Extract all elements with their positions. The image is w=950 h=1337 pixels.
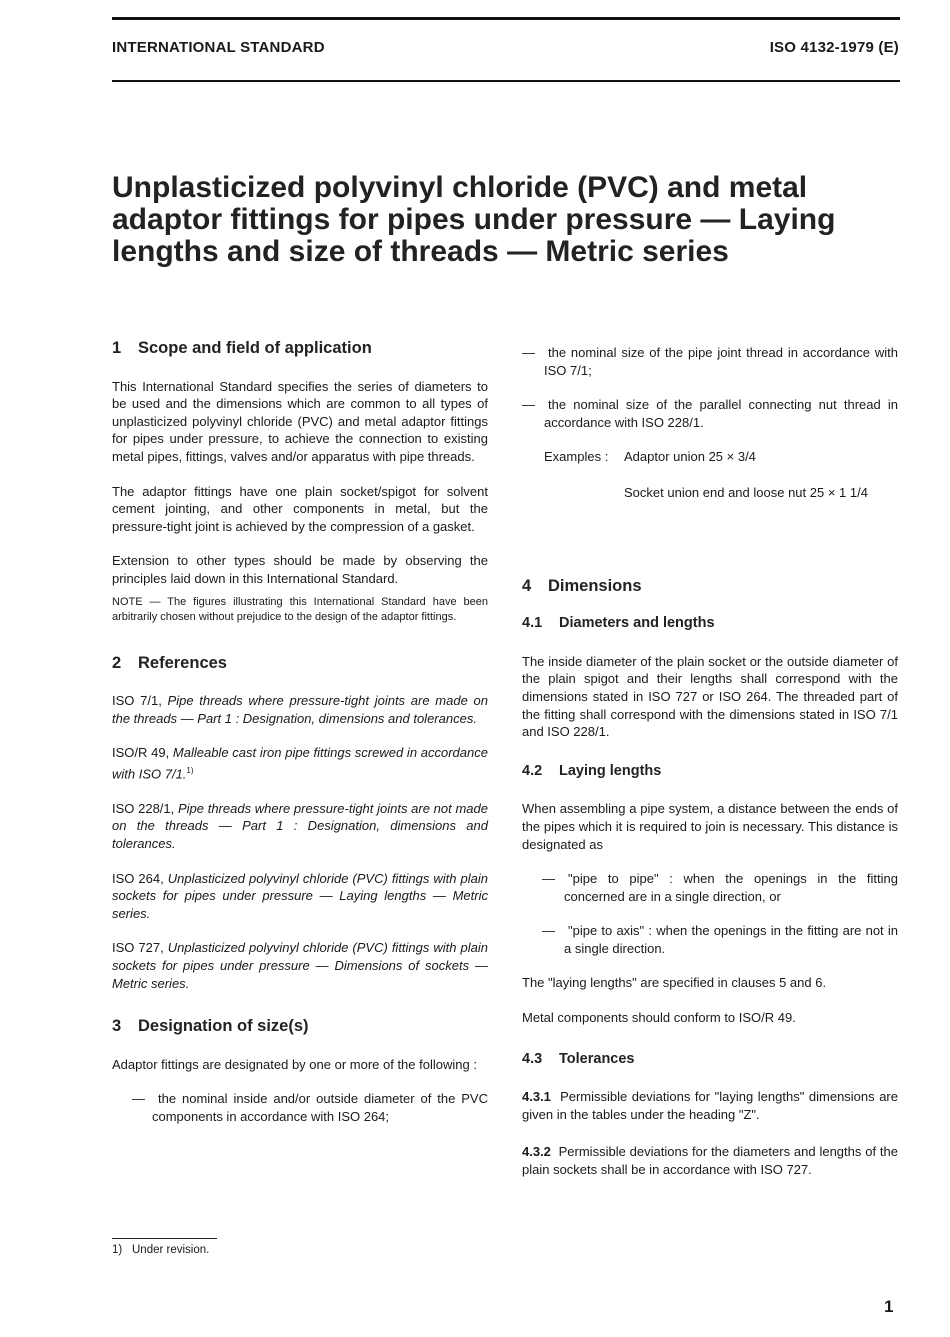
right-column <box>522 344 898 1196</box>
designation-item-text: the nominal size of the pipe joint thread in accordance with ISO 7/1; <box>544 345 898 378</box>
dash-marker: — <box>522 397 535 413</box>
laying-paragraph-3: Metal components should conform to ISO/R 49. <box>522 1010 796 1026</box>
designation-item <box>522 344 898 379</box>
section-1-title: Scope and field of application <box>138 339 372 357</box>
clause-4-3-2-number: 4.3.2 <box>522 1144 551 1160</box>
left-column <box>112 340 488 1143</box>
section-3-heading <box>112 1018 488 1036</box>
section-4-number: 4 <box>522 576 532 595</box>
section-4-1-heading <box>522 615 898 633</box>
section-3-number: 3 <box>112 1017 122 1036</box>
diameters-paragraph: The inside diameter of the plain socket or the outside diameter of the plain spigot and their lengths shall correspond with the dimensions stated in ISO 727 or ISO 264. The threaded part of the fitting shall correspond with the dimensions stated in ISO 7/1 and ISO 228/1. <box>522 653 898 740</box>
examples-label: Examples : <box>544 449 609 465</box>
header-right: ISO 4132-1979 (E) <box>769 39 899 56</box>
laying-paragraph-1: When assembling a pipe system, a distance between the ends of the pipes which it is required to join is necessary. This distance is designated as <box>522 801 898 852</box>
document-title: Unplasticized polyvinyl chloride (PVC) and metal adaptor fittings for pipes under pressure — Laying lengths and size of threads — Metric series <box>112 171 836 268</box>
reference-item <box>112 692 488 727</box>
reference-title: Pipe threads where pressure-tight joints are not made on the threads — Part 1 : Designation, dimensions and tolerances. <box>112 800 488 852</box>
laying-paragraph-2: The "laying lengths" are specified in clauses 5 and 6. <box>522 975 827 991</box>
header-left: INTERNATIONAL STANDARD <box>112 39 325 56</box>
examples-block <box>544 448 898 501</box>
laying-item-text: "pipe to axis" : when the openings in the fitting are not in a single direction. <box>564 923 898 956</box>
designation-item <box>522 396 898 431</box>
section-4-2-heading <box>522 763 898 781</box>
dash-marker: — <box>542 871 555 887</box>
section-1-number: 1 <box>112 339 122 357</box>
section-4-3-number: 4.3 <box>522 1050 543 1067</box>
reference-title: Unplasticized polyvinyl chloride (PVC) fittings with plain sockets for pipes under pressure — Laying lengths — Metric series. <box>112 870 488 921</box>
section-4-2-title: Laying lengths <box>559 762 662 779</box>
section-4-3-title: Tolerances <box>559 1050 635 1067</box>
scope-paragraph-2: The adaptor fittings have one plain socket/spigot for solvent cement jointing, and other components in metal, but the pressure-tight joint is achieved by the compression of a gasket. <box>112 483 488 534</box>
designation-item-text: the nominal size of the parallel connecting nut thread in accordance with ISO 228/1. <box>544 397 898 430</box>
page-number: 1 <box>884 1297 894 1316</box>
reference-title: Unplasticized polyvinyl chloride (PVC) fittings with plain sockets for pipes under pressure — Dimensions of sockets — Metric series. <box>112 940 488 991</box>
clause-4-3-1-number: 4.3.1 <box>522 1089 551 1105</box>
reference-item <box>112 744 488 783</box>
section-4-1-number: 4.1 <box>522 615 543 632</box>
reference-code: ISO 264, <box>112 870 164 886</box>
section-4-2-number: 4.2 <box>522 762 543 779</box>
section-2-heading <box>112 655 488 673</box>
clause-4-3-2-text: Permissible deviations for the diameters and lengths of the plain sockets shall be in accordance with ISO 727. <box>522 1144 898 1178</box>
section-4-3-heading <box>522 1051 898 1069</box>
section-4-heading <box>522 578 898 596</box>
footnote-number: 1) <box>112 1244 123 1256</box>
example-2: Socket union end and loose nut 25 × 1 1/4 <box>624 484 868 500</box>
reference-code: ISO 7/1, <box>112 693 162 709</box>
scope-note: NOTE — The figures illustrating this International Standard have been arbitrarily chosen without prejudice to the design of the adaptor fittings. <box>112 595 488 623</box>
dash-marker: — <box>522 345 535 360</box>
header-top-rule <box>112 17 900 20</box>
designation-item-text: the nominal inside and/or outside diameter of the PVC components in accordance with ISO 264; <box>152 1091 488 1124</box>
laying-item-text: "pipe to pipe" : when the openings in the fitting concerned are in a single direction, or <box>564 871 898 904</box>
designation-paragraph: Adaptor fittings are designated by one or more of the following : <box>112 1056 477 1072</box>
scope-paragraph-1: This International Standard specifies the series of diameters to be used and the dimensions which are common to all types of unplasticized polyvinyl chloride (PVC) and metal adaptor fittings for pipes under pressure, to achieve the connection to existing metal pipes, fittings, valves and/or apparatus with pipe threads. <box>112 378 488 464</box>
section-1-heading <box>112 340 488 358</box>
designation-item <box>132 1090 488 1125</box>
tolerance-clause-2 <box>522 1143 898 1178</box>
dash-marker: — <box>542 923 555 939</box>
laying-item <box>542 922 898 957</box>
header-bottom-rule <box>112 80 900 82</box>
tolerance-clause-1 <box>522 1088 898 1123</box>
reference-item <box>112 800 488 853</box>
scope-paragraph-3: Extension to other types should be made by observing the principles laid down in this International Standard. <box>112 553 488 586</box>
reference-code: ISO/R 49, <box>112 745 170 761</box>
reference-title: Pipe threads where pressure-tight joints are made on the threads — Part 1 : Designation, dimensions and tolerances. <box>112 693 488 726</box>
reference-item <box>112 939 488 992</box>
dash-marker: — <box>132 1091 145 1107</box>
reference-title: Malleable cast iron pipe fittings screwed in accordance with ISO 7/1. <box>112 745 488 782</box>
laying-item <box>542 870 898 905</box>
reference-code: ISO 727, <box>112 940 164 956</box>
footnote-rule <box>112 1238 217 1239</box>
section-4-title: Dimensions <box>548 576 642 595</box>
footnote-marker: 1) <box>186 765 194 775</box>
section-2-number: 2 <box>112 653 122 672</box>
footnote <box>112 1244 209 1256</box>
section-2-title: References <box>138 653 227 672</box>
reference-item <box>112 870 488 923</box>
reference-code: ISO 228/1, <box>112 800 175 816</box>
example-1: Adaptor union 25 × 3/4 <box>624 449 756 465</box>
section-4-1-title: Diameters and lengths <box>559 615 715 632</box>
section-3-title: Designation of size(s) <box>138 1017 309 1036</box>
footnote-text: Under revision. <box>132 1244 210 1256</box>
clause-4-3-1-text: Permissible deviations for "laying lengths" dimensions are given in the tables under the heading "Z". <box>522 1089 898 1122</box>
